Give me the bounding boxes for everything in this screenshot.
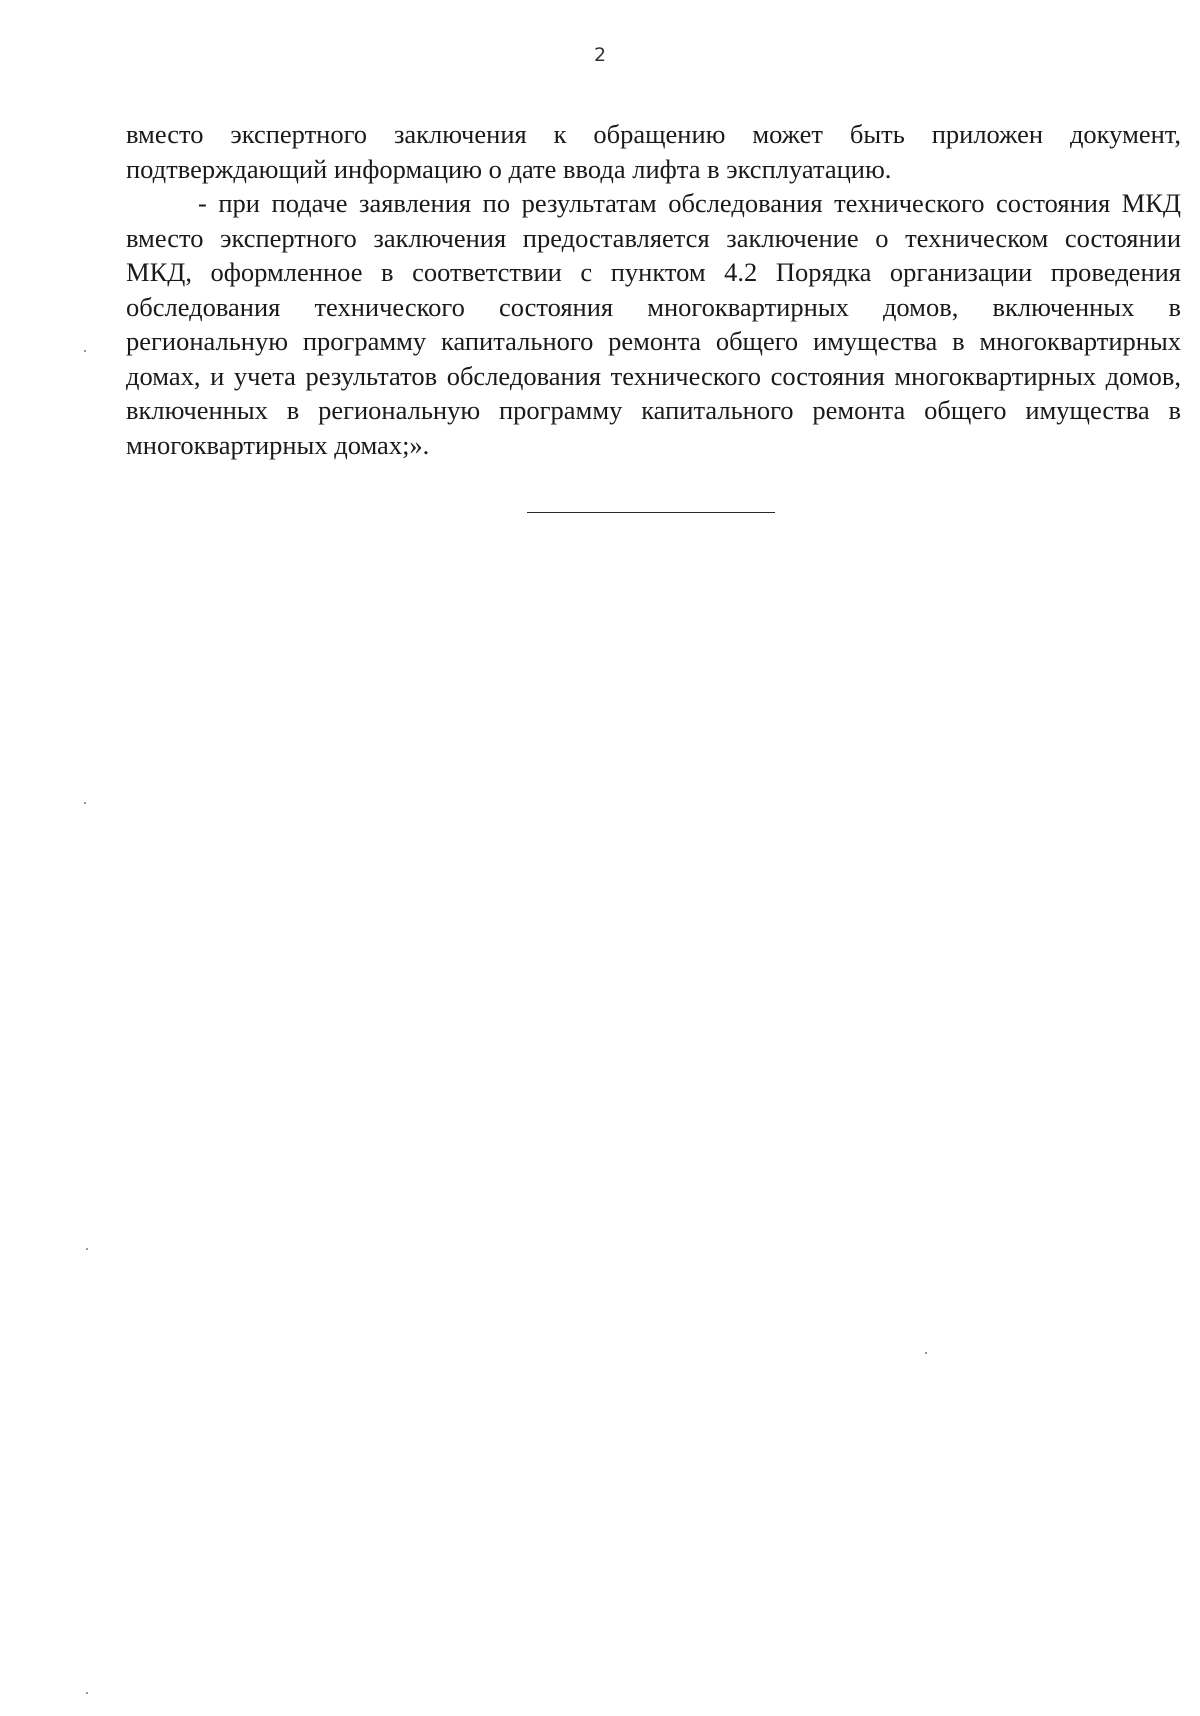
scan-speck (84, 350, 86, 352)
scan-speck (86, 1692, 88, 1694)
scan-speck (84, 802, 86, 804)
paragraph-mkd-inspection: - при подаче заявления по результатам обследования технического состояния МКД вместо экспертного заключения предоставляется заключение о техническом состоянии МКД, оформленное в соответствии с пунктом 4.2 Порядка организации проведения обследования технического состояния многоквартирных домов, включенных в региональную программу капитального ремонта общего имущества в многоквартирных домах, и учета результатов обследования технического состояния многоквартирных домов, включенных в региональную программу капитального ремонта общего имущества в многоквартирных домах;». (126, 188, 1181, 460)
paragraph-continuation: вместо экспертного заключения к обращению может быть приложен документ, подтверждающий информацию о дате ввода лифта в эксплуатацию. (126, 119, 1181, 184)
scan-speck (86, 1248, 88, 1250)
scan-speck (925, 1352, 927, 1354)
document-body (126, 117, 1181, 462)
page-number: 2 (593, 44, 607, 66)
closing-divider-line (527, 512, 775, 513)
